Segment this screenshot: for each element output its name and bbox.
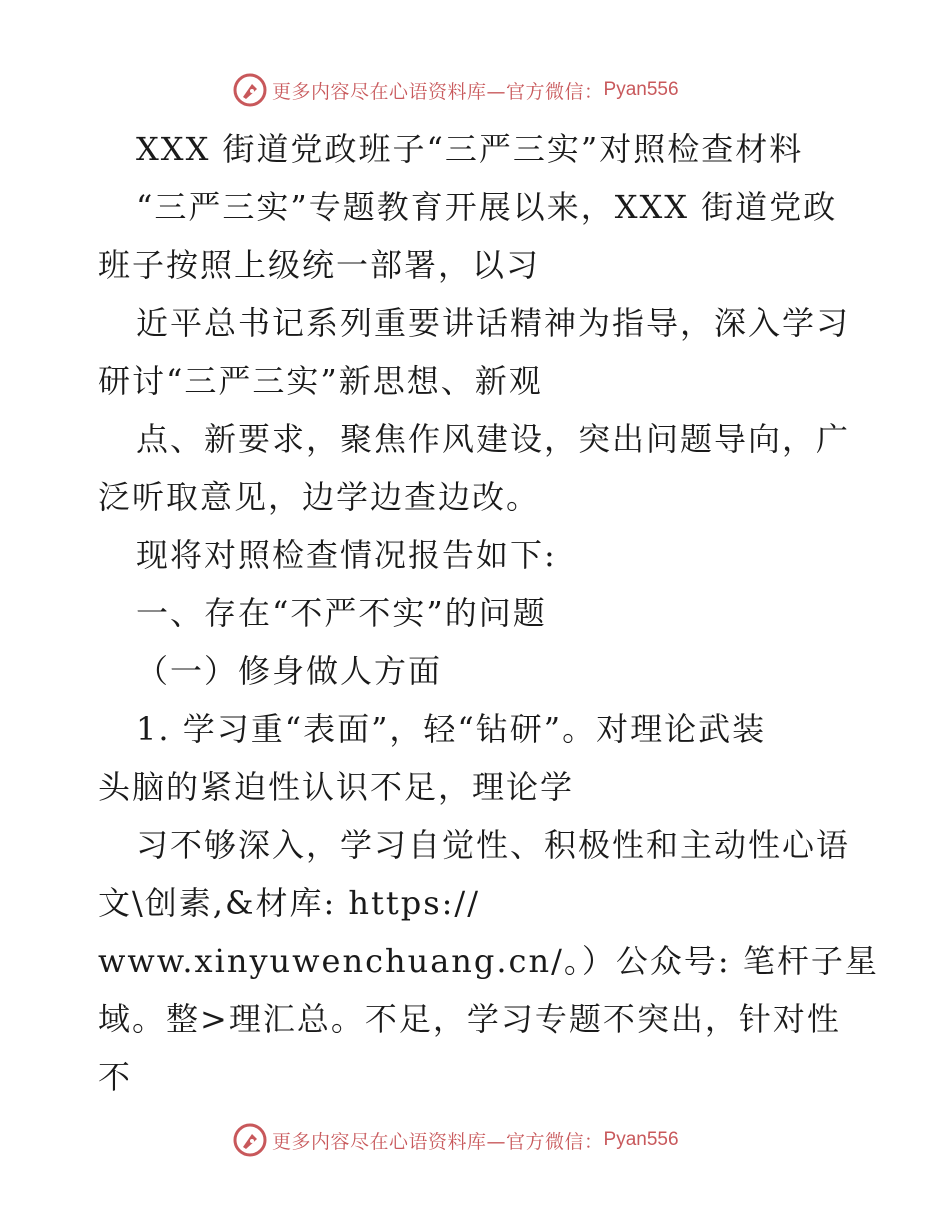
watermark-text: 更多内容尽在心语资料库—官方微信： [272, 1130, 604, 1153]
paragraph-line: 习不够深入，学习自觉性、积极性和主动性心语 [136, 826, 851, 864]
fountain-pen-nib-icon [232, 1122, 268, 1158]
paragraph-line: 研讨“三严三实”新思想、新观 [98, 362, 543, 400]
paragraph-line: 域。整>理汇总。不足，学习专题不突出，针对性 [98, 1000, 841, 1038]
fountain-pen-nib-icon [232, 72, 268, 108]
paragraph-line: 不 [98, 1058, 133, 1096]
watermark-account: Pyan556 [603, 1129, 679, 1150]
document-body [98, 120, 879, 1106]
paragraph-line: 泛听取意见，边学边查边改。 [98, 478, 541, 516]
paragraph-line: 1. 学习重“表面”，轻“钻研”。对理论武装 [136, 710, 767, 748]
section-heading: 一、存在“不严不实”的问题 [136, 594, 547, 632]
paragraph-line: 班子按照上级统一部署，以习 [98, 246, 541, 284]
paragraph-line: 头脑的紧迫性认识不足，理论学 [98, 768, 575, 806]
document-title: XXX 街道党政班子“三严三实”对照检查材料 [136, 130, 804, 168]
header-watermark [232, 70, 679, 110]
footer-watermark [232, 1120, 679, 1160]
paragraph-line: www.xinyuwenchuang.cn/。）公众号: 笔杆子星 [98, 942, 879, 980]
paragraph-line: 文\创素,&材库: https:// [98, 884, 480, 922]
watermark-text: 更多内容尽在心语资料库—官方微信： [272, 80, 604, 103]
paragraph-line: 近平总书记系列重要讲话精神为指导，深入学习 [136, 304, 851, 342]
paragraph-line: 现将对照检查情况报告如下: [136, 536, 557, 574]
paragraph-line: “三严三实”专题教育开展以来，XXX 街道党政 [136, 188, 838, 226]
subsection-heading: （一）修身做人方面 [136, 652, 443, 690]
watermark-account: Pyan556 [603, 79, 679, 100]
paragraph-line: 点、新要求，聚焦作风建设，突出问题导向，广 [136, 420, 851, 458]
